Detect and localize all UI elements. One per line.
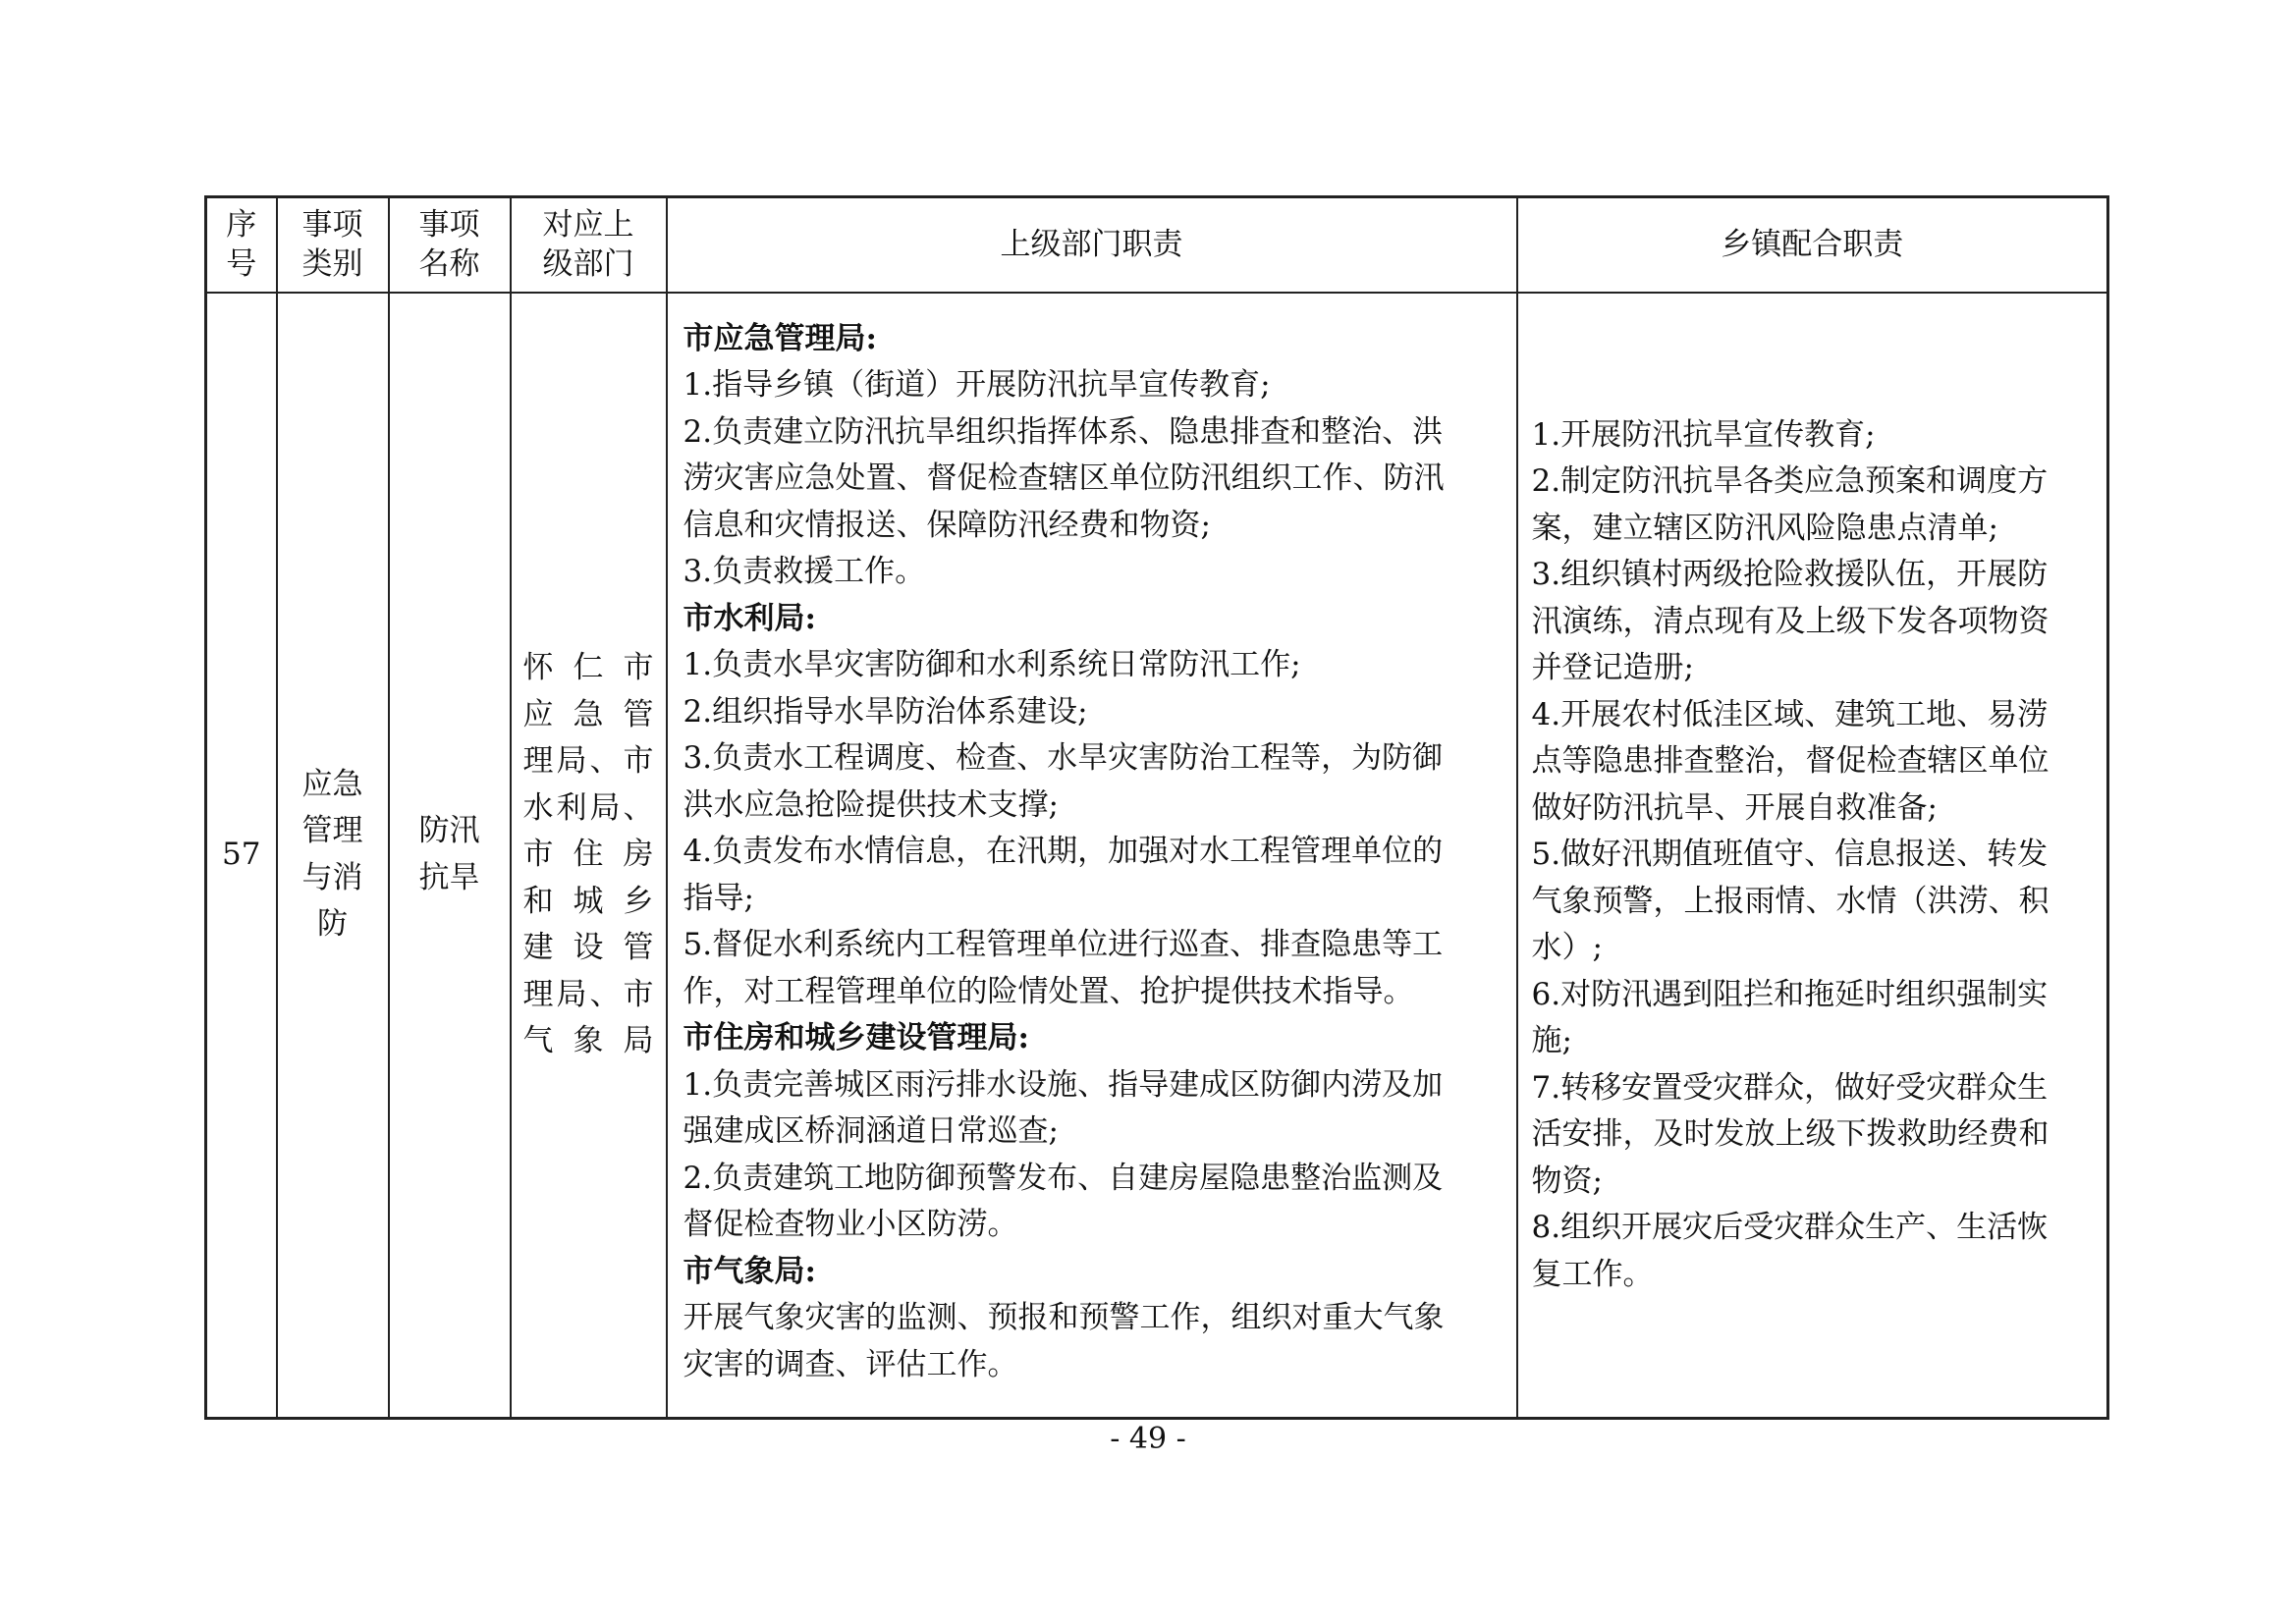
header-seq: 序 号 [206, 197, 277, 293]
header-row [206, 197, 2108, 293]
header-category: 事项 类别 [277, 197, 389, 293]
section-heading: 市住房和城乡建设管理局: [683, 1020, 1029, 1055]
header-upper-duties: 上级部门职责 [667, 197, 1517, 293]
row-upper-duties: 市应急管理局: 1.指导乡镇（街道）开展防汛抗旱宣传教育; 2.负责建立防汛抗旱组织指挥体系、隐患排查和整治、洪 涝灾害应急处置、督促检查辖区单位防汛组织工作、防汛 信息和灾情报送、保障防汛经费和物资; 3.负责救援工作。 市水利局: 1.负责水旱灾害防御和水利系统日常防汛工作; 2.组织指导水旱防治体系建设; 3.负责水工程调度、检查、水旱灾害防治工程等，为防御 洪水应急抢险提供技术支撑; 4.负责发布水情信息，在汛期，加强对水工程管理单位的 指导; 5.督促水利系统内工程管理单位进行巡查、排查隐患等工 作，对工程管理单位的险情处置、抢护提供技术指导。 市住房和城乡建设管理局: 1.负责完善城区雨污排水设施、指导建成区防御内涝及加 强建成区桥洞涵道日常巡查; 2.负责建筑工地防御预警发布、自建房屋隐患整治监测及 督促检查物业小区防涝。 市气象局: 开展气象灾害的监测、预报和预警工作，组织对重大气象 灾害的调查、评估工作。 [667, 293, 1517, 1419]
row-upper-dept: 怀仁市 应急管 理局、市 水利局、 市住房 和城乡 建设管 理局、市 气象局 [511, 293, 667, 1419]
section-heading: 市气象局: [683, 1253, 816, 1289]
row-item-name: 防汛 抗旱 [389, 293, 511, 1419]
header-item-name: 事项 名称 [389, 197, 511, 293]
row-number: 57 [206, 293, 277, 1419]
section-heading: 市水利局: [683, 600, 816, 636]
header-town-duties: 乡镇配合职责 [1517, 197, 2108, 293]
table-row [206, 293, 2108, 1419]
section-heading: 市应急管理局: [683, 320, 877, 356]
row-category: 应急 管理 与消 防 [277, 293, 389, 1419]
page-number: - 49 - [1110, 1422, 1186, 1456]
row-town-duties: 1.开展防汛抗旱宣传教育; 2.制定防汛抗旱各类应急预案和调度方 案，建立辖区防汛风险隐患点清单; 3.组织镇村两级抢险救援队伍，开展防 汛演练，清点现有及上级下发各项物资 并登记造册; 4.开展农村低洼区域、建筑工地、易涝 点等隐患排查整治，督促检查辖区单位 做好防汛抗旱、开展自救准备; 5.做好汛期值班值守、信息报送、转发 气象预警，上报雨情、水情（洪涝、积 水）; 6.对防汛遇到阻拦和拖延时组织强制实 施; 7.转移安置受灾群众，做好受灾群众生 活安排，及时发放上级下拨救助经费和 物资; 8.组织开展灾后受灾群众生产、生活恢 复工作。 [1517, 293, 2108, 1419]
header-upper-dept: 对应上 级部门 [511, 197, 667, 293]
duty-table [204, 195, 2109, 1420]
